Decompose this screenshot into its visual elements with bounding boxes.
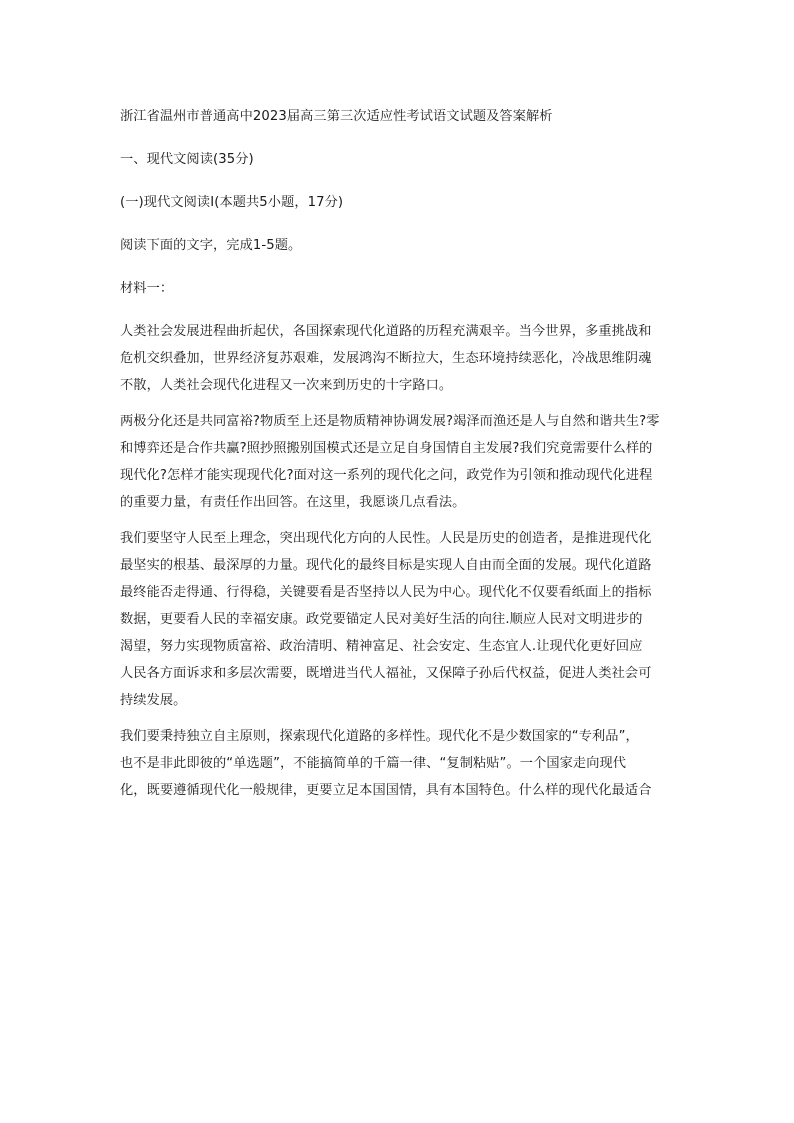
paragraph xyxy=(120,525,680,714)
paragraph xyxy=(120,723,680,804)
paragraph xyxy=(120,408,680,516)
paragraph-line: 的重要力量，有责任作出回答。在这里，我愿谈几点看法。 xyxy=(120,495,466,510)
section-heading: 一、现代文阅读(35分) xyxy=(120,152,254,167)
paragraph-line: 不散，人类社会现代化进程又一次来到历史的十字路口。 xyxy=(120,378,453,393)
paragraph-line: 人类社会发展进程曲折起伏，各国探索现代化道路的历程充满艰辛。当今世界，多重挑战和 xyxy=(120,324,652,339)
paragraph-line: 危机交织叠加，世界经济复苏艰难，发展鸿沟不断拉大，生态环境持续恶化，冷战思维阴魂 xyxy=(120,351,652,366)
paragraph-line: 也不是非此即彼的“单选题”，不能搞简单的千篇一律、“复制粘贴”。一个国家走向现代 xyxy=(120,756,627,771)
paragraph-line: 现代化?怎样才能实现现代化?面对这一系列的现代化之问，政党作为引领和推动现代化进程 xyxy=(120,468,653,483)
paragraph-line: 最终能否走得通、行得稳，关键要看是否坚持以人民为中心。现代化不仅要看纸面上的指标 xyxy=(120,585,652,600)
paragraph-line: 最坚实的根基、最深厚的力量。现代化的最终目标是实现人自由而全面的发展。现代化道路 xyxy=(120,558,652,573)
paragraph xyxy=(120,318,680,399)
paragraph-line: 渴望，努力实现物质富裕、政治清明、精神富足、社会安定、生态宜人.让现代化更好回应 xyxy=(120,639,643,654)
paragraph-line: 人民各方面诉求和多层次需要，既增进当代人福祉，又保障子孙后代权益，促进人类社会可 xyxy=(120,666,652,681)
paragraph-line: 化，既要遵循现代化一般规律，更要立足本国国情，具有本国特色。什么样的现代化最适合 xyxy=(120,783,652,798)
paragraph-line: 我们要坚守人民至上理念，突出现代化方向的人民性。人民是历史的创造者，是推进现代化 xyxy=(120,531,652,546)
paragraph-line: 数据，更要看人民的幸福安康。政党要锚定人民对美好生活的向往.顺应人民对文明进步的 xyxy=(120,612,643,627)
document-title: 浙江省温州市普通高中2023届高三第三次适应性考试语文试题及答案解析 xyxy=(120,109,553,124)
document-page xyxy=(120,103,680,804)
material-label: 材料一： xyxy=(120,281,174,296)
paragraph-line: 和博弈还是合作共赢?照抄照搬别国模式还是立足自身国情自主发展?我们究竟需要什么样的 xyxy=(120,441,653,456)
reading-instruction: 阅读下面的文字，完成1-5题。 xyxy=(120,238,302,253)
paragraph-line: 两极分化还是共同富裕?物质至上还是物质精神协调发展?竭泽而渔还是人与自然和谐共生?零 xyxy=(120,414,660,429)
paragraph-line: 我们要秉持独立自主原则，探索现代化道路的多样性。现代化不是少数国家的“专利品”， xyxy=(120,729,639,744)
subsection-heading: (一)现代文阅读Ⅰ(本题共5小题，17分) xyxy=(120,195,344,210)
paragraph-line: 持续发展。 xyxy=(120,693,187,708)
